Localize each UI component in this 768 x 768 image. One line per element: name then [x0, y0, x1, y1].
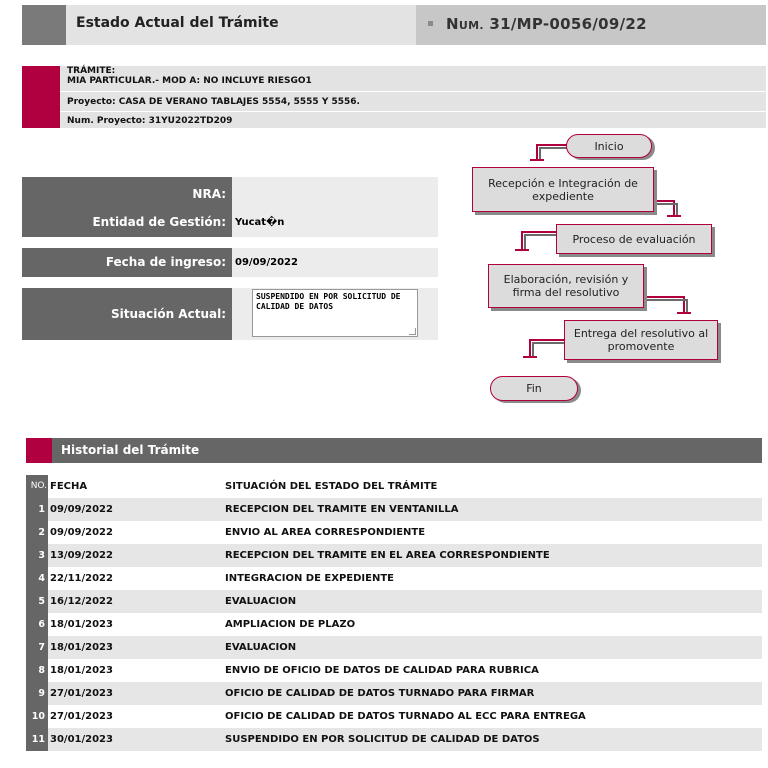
- situacion-value-cell: [232, 288, 438, 340]
- situacion-textarea[interactable]: [252, 289, 418, 337]
- nra-entidad-label-block: [22, 177, 232, 237]
- nra-entidad-value-block: [232, 177, 438, 237]
- fecha-ingreso-label: Fecha de ingreso:: [22, 248, 232, 277]
- row-situacion: RECEPCION DEL TRAMITE EN VENTANILLA: [225, 504, 459, 515]
- row-situacion: INTEGRACION DE EXPEDIENTE: [225, 573, 394, 584]
- row-situacion: OFICIO DE CALIDAD DE DATOS TURNADO AL ECC PARA ENTREGA: [225, 711, 586, 722]
- row-number: 10: [26, 705, 48, 728]
- connector-arrowhead: [530, 159, 544, 161]
- row-fecha: 27/01/2023: [50, 688, 113, 699]
- row-situacion: AMPLIACION DE PLAZO: [225, 619, 356, 630]
- tramite-number: [446, 15, 647, 33]
- col-header-fecha: FECHA: [50, 481, 88, 492]
- row-number: 2: [26, 521, 48, 544]
- row-situacion: RECEPCION DEL TRAMITE EN EL AREA CORRESPONDIENTE: [225, 550, 550, 561]
- table-row: [26, 682, 762, 705]
- nra-label: NRA:: [192, 187, 226, 201]
- table-row: [26, 521, 762, 544]
- row-situacion: ENVIO AL AREA CORRESPONDIENTE: [225, 527, 426, 538]
- page-title: Estado Actual del Trámite: [76, 15, 279, 31]
- row-fecha: 27/01/2023: [50, 711, 113, 722]
- col-header-situacion: SITUACIÓN DEL ESTADO DEL TRÁMITE: [225, 481, 438, 492]
- row-fecha: 18/01/2023: [50, 642, 113, 653]
- resize-grip-icon[interactable]: [409, 328, 416, 335]
- connector-shadow: [540, 148, 570, 159]
- tramite-accent: [22, 66, 60, 128]
- table-row: [26, 613, 762, 636]
- historial-table: [26, 475, 762, 751]
- tramite-heading: TRÁMITE:: [67, 66, 116, 76]
- situacion-text: SUSPENDIDO EN POR SOLICITUD DE CALIDAD DE DATOS: [256, 292, 401, 311]
- row-number: 7: [26, 636, 48, 659]
- header-title-bar: [22, 5, 416, 45]
- historial-header: [26, 438, 762, 463]
- connector-arrowhead: [667, 215, 681, 217]
- row-number: 4: [26, 567, 48, 590]
- row-situacion: ENVIO DE OFICIO DE DATOS DE CALIDAD PARA RUBRICA: [225, 665, 539, 676]
- table-row: [26, 659, 762, 682]
- flow-step-entrega: Entrega del resolutivo al promovente: [564, 320, 718, 360]
- row-fecha: 13/09/2022: [50, 550, 113, 561]
- row-number: 1: [26, 498, 48, 521]
- row-situacion: EVALUACION: [225, 596, 297, 607]
- row-situacion: SUSPENDIDO EN POR SOLICITUD DE CALIDAD DE DATOS: [225, 734, 540, 745]
- row-number: 9: [26, 682, 48, 705]
- table-row: [26, 705, 762, 728]
- connector-arrowhead: [515, 249, 529, 251]
- num-label-rest: UM.: [458, 19, 484, 32]
- row-fecha: 16/12/2022: [50, 596, 113, 607]
- table-row: [26, 728, 762, 751]
- connector-arrowhead: [523, 356, 537, 358]
- tramite-value: MIA PARTICULAR.- MOD A: NO INCLUYE RIESGO1: [67, 76, 312, 86]
- table-header-row: [26, 475, 762, 498]
- header-square-decoration: [22, 5, 66, 45]
- historial-title: Historial del Trámite: [61, 443, 200, 457]
- num-value: 31/MP-0056/09/22: [489, 15, 647, 33]
- table-row: [26, 567, 762, 590]
- connector-arrowhead: [677, 312, 691, 314]
- row-number: 5: [26, 590, 48, 613]
- divider: [60, 111, 766, 112]
- row-situacion: EVALUACION: [225, 642, 297, 653]
- row-fecha: 18/01/2023: [50, 619, 113, 630]
- flow-step-recepcion: Recepción e Integración de expediente: [472, 167, 654, 212]
- tramite-num-proyecto: Num. Proyecto: 31YU2022TD209: [67, 116, 233, 126]
- table-row: [26, 590, 762, 613]
- table-row: [26, 544, 762, 567]
- row-number: 8: [26, 659, 48, 682]
- header-number-bar: [416, 5, 766, 45]
- row-number: 3: [26, 544, 48, 567]
- fecha-ingreso-value: 09/09/2022: [232, 248, 438, 277]
- entidad-label: Entidad de Gestión:: [92, 215, 226, 229]
- row-fecha: 18/01/2023: [50, 665, 113, 676]
- num-label-initial: N: [446, 15, 459, 33]
- table-row: [26, 636, 762, 659]
- entidad-value: Yucat�n: [235, 217, 285, 228]
- table-row: [26, 498, 762, 521]
- table-body: [26, 498, 762, 751]
- tramite-proyecto: Proyecto: CASA DE VERANO TABLAJES 5554, 5555 Y 5556.: [67, 97, 360, 107]
- divider: [60, 91, 766, 92]
- flow-step-inicio: Inicio: [566, 134, 652, 158]
- row-number: 11: [26, 728, 48, 751]
- col-header-no: NO.: [26, 475, 48, 498]
- row-fecha: 09/09/2022: [50, 504, 113, 515]
- connector-shadow: [525, 235, 556, 249]
- flow-step-elaboracion: Elaboración, revisión y firma del resolutivo: [488, 264, 644, 308]
- connector-shadow: [644, 300, 687, 312]
- row-fecha: 22/11/2022: [50, 573, 113, 584]
- historial-accent: [26, 438, 52, 463]
- flow-step-fin: Fin: [490, 376, 578, 401]
- bullet-icon: [428, 21, 433, 26]
- tramite-block: [22, 66, 766, 128]
- row-number: 6: [26, 613, 48, 636]
- situacion-label: Situación Actual:: [22, 288, 232, 340]
- row-situacion: OFICIO DE CALIDAD DE DATOS TURNADO PARA FIRMAR: [225, 688, 535, 699]
- flow-step-evaluacion: Proceso de evaluación: [556, 224, 712, 254]
- row-fecha: 30/01/2023: [50, 734, 113, 745]
- row-fecha: 09/09/2022: [50, 527, 113, 538]
